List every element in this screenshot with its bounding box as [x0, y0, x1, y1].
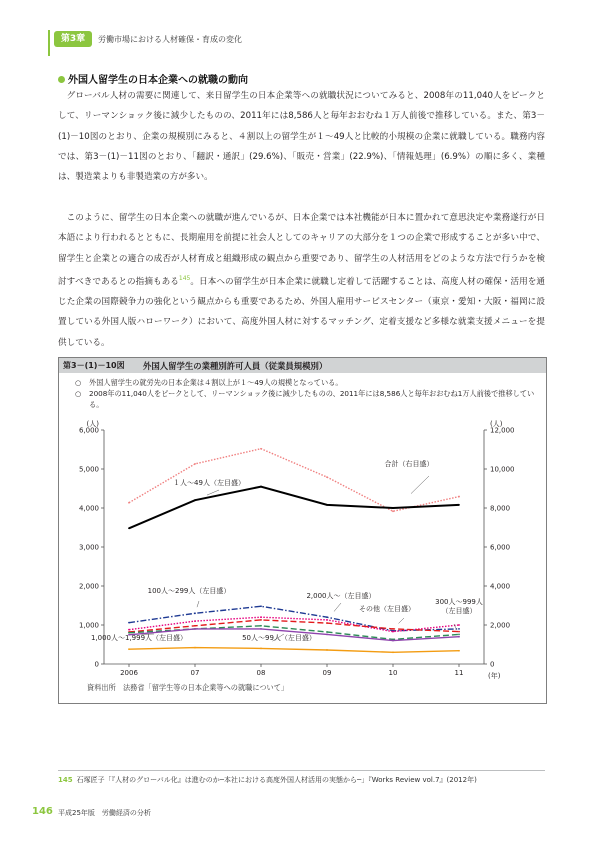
chapter-tab — [54, 31, 92, 47]
data-point — [194, 499, 196, 501]
data-point — [326, 619, 328, 621]
data-point — [326, 476, 328, 478]
series-label-leader — [399, 618, 405, 623]
figure-number: 第3－(1)－10図 — [63, 361, 125, 370]
footnote-divider — [58, 770, 545, 771]
figure-note — [75, 377, 535, 388]
x-axis-unit: (年) — [488, 672, 501, 680]
data-point — [458, 636, 460, 638]
figure-notes — [75, 377, 535, 410]
right-tick-label: 6,000 — [490, 543, 511, 552]
x-tick-label: 07 — [190, 669, 200, 677]
data-point — [260, 648, 262, 650]
data-point — [326, 631, 328, 633]
data-point — [458, 631, 460, 633]
series-label: 2,000人～（左目盛） — [306, 592, 376, 600]
right-axis-unit: (人) — [490, 420, 503, 428]
left-axis-unit: (人) — [86, 420, 99, 428]
data-point — [392, 631, 394, 633]
data-point — [194, 612, 196, 614]
data-point — [458, 650, 460, 652]
data-point — [392, 510, 394, 512]
data-point — [128, 527, 130, 529]
footnote — [58, 775, 477, 785]
paragraph-2-part-b: 。日本への留学生が日本企業に就職し定着して活躍することは、高度人材の確保・活用を通じた企業の国際競争力の強化という観点からも重要であるため、外国人雇用サービスセンター（東京・愛知・大阪・福岡に設置している外国人版ハローワーク）において、高度外国人材に対するマッチング、定着支援など多様な就業支援メニューを提供している。 — [58, 276, 545, 348]
data-point — [260, 448, 262, 450]
series-label-leader — [334, 603, 341, 611]
data-point — [458, 504, 460, 506]
data-point — [260, 625, 262, 627]
data-point — [326, 622, 328, 624]
x-tick-label: 08 — [256, 669, 266, 677]
page-footer-title: 平成25年版 労働経済の分析 — [58, 809, 151, 817]
figure-title: 外国人留学生の業種別許可人員（従業員規模別） — [143, 361, 328, 371]
series-line — [129, 487, 459, 529]
data-point — [260, 628, 262, 630]
note-mark-icon: ○ — [75, 389, 82, 398]
figure-header — [59, 358, 546, 373]
series-label-leader — [411, 476, 429, 494]
x-tick-label: 2006 — [120, 669, 138, 677]
data-point — [392, 507, 394, 509]
footnote-number: 145 — [58, 776, 73, 784]
right-tick-label: 12,000 — [490, 426, 515, 435]
data-point — [128, 648, 130, 650]
data-point — [194, 628, 196, 630]
left-tick-label: 3,000 — [78, 543, 99, 552]
data-point — [458, 633, 460, 635]
left-tick-label: 5,000 — [78, 465, 99, 474]
series-label: 合計（右目盛） — [384, 460, 434, 468]
left-tick-label: 4,000 — [78, 504, 99, 513]
left-tick-label: 6,000 — [78, 426, 99, 435]
data-point — [128, 629, 130, 631]
series-label: １人～49人（左目盛） — [173, 479, 245, 487]
footnote-text: 石塚匠子「『人材のグローバル化』は進むのか─本社における高度外国人材活用の実態から─」『Works Review vol.7』(2012年) — [76, 776, 477, 784]
figure-note — [75, 388, 535, 410]
data-point — [194, 463, 196, 465]
data-point — [128, 502, 130, 504]
chapter-title: 労働市場における人材確保・育成の変化 — [98, 35, 242, 44]
data-point — [260, 619, 262, 621]
series-label: 100人～299人（左目盛） — [147, 587, 231, 595]
right-tick-label: 8,000 — [490, 504, 511, 513]
data-point — [326, 504, 328, 506]
x-tick-label: 09 — [322, 669, 332, 677]
series-label: 300人～999人 — [435, 598, 483, 606]
data-point — [260, 616, 262, 618]
section-heading — [58, 71, 248, 86]
data-point — [326, 649, 328, 651]
figure-note-text: 2008年の11,040人をピークとして、リーマンショック後に減少したものの、2011年には8,586人と毎年おおむね1万人前後で推移している。 — [89, 389, 535, 409]
note-mark-icon: ○ — [75, 378, 82, 387]
right-tick-label: 10,000 — [490, 465, 515, 474]
series-label-leader — [197, 601, 199, 607]
footnote-ref: 145 — [178, 274, 191, 282]
header-accent-bar — [48, 30, 50, 56]
right-tick-label: 4,000 — [490, 582, 511, 591]
series-label-leader — [207, 490, 219, 495]
series-line — [129, 648, 459, 653]
line-chart — [59, 418, 546, 688]
data-point — [326, 633, 328, 635]
data-point — [458, 628, 460, 630]
data-point — [128, 622, 130, 624]
figure-note-text: 外国人留学生の就労先の日本企業は４割以上が１～49人の規模となっている。 — [89, 378, 343, 387]
x-tick-label: 11 — [454, 669, 464, 677]
data-point — [458, 624, 460, 626]
left-tick-label: 0 — [94, 660, 99, 669]
data-point — [458, 496, 460, 498]
left-tick-label: 1,000 — [78, 621, 99, 630]
page-number: 146 — [32, 806, 53, 817]
data-point — [392, 651, 394, 653]
series-label: （左目盛） — [441, 607, 477, 615]
bullet-dot-icon — [58, 76, 65, 83]
data-point — [194, 647, 196, 649]
data-point — [260, 605, 262, 607]
series-label: その他（左目盛） — [359, 605, 415, 613]
paragraph-2-part-a: このように、留学生の日本企業への就職が進んでいるが、日本企業では本社機能が日本に置かれて意思決定や業務遂行が日本語により行われるとともに、長期雇用を前提に社会人としてのキャリアの大部分を１つの企業で形成することが多い中で、留学生と企業との適合の成否が人材育成と組織形成の観点から重要であり、留学生の人材活用をどのような方法で行うかを検討すべきであるとの指摘もある — [58, 213, 545, 287]
series-label: 50人～99人（左目盛） — [242, 634, 316, 642]
data-point — [260, 486, 262, 488]
data-point — [326, 616, 328, 618]
paragraph-2 — [58, 208, 545, 353]
x-tick-label: 10 — [388, 669, 398, 677]
figure-source: 資料出所 法務省「留学生等の日本企業等への就職について」 — [87, 683, 289, 692]
series-label: 1,000人～1,999人（左目盛） — [90, 634, 188, 642]
section-title: 外国人留学生の日本企業への就職の動向 — [68, 75, 248, 86]
figure-box — [58, 357, 547, 704]
data-point — [194, 620, 196, 622]
data-point — [392, 628, 394, 630]
right-tick-label: 2,000 — [490, 621, 511, 630]
data-point — [392, 640, 394, 642]
paragraph-1: グローバル人材の需要に関連して、来日留学生の日本企業等への就職状況についてみると、2008年の11,040人をピークとして、リーマンショック後に減少したものの、2011年には8,586人と毎年おおむね１万人前後で推移している。また、第3－(1)－10図のとおり、企業の規模別にみると、４割以上の留学生が１～49人と比較的小規模の企業に就職している。職務内容では、第3－(1)－11図のとおり、「翻訳・通訳」(29.6%)、「販売・営業」(22.9%)、「情報処理」(6.9%）の順に多く、業種は、製造業よりも非製造業の方が多い。 — [58, 91, 545, 183]
right-tick-label: 0 — [490, 660, 495, 669]
chapter-tab-label: 第3章 — [60, 34, 86, 44]
left-tick-label: 2,000 — [78, 582, 99, 591]
data-point — [194, 625, 196, 627]
